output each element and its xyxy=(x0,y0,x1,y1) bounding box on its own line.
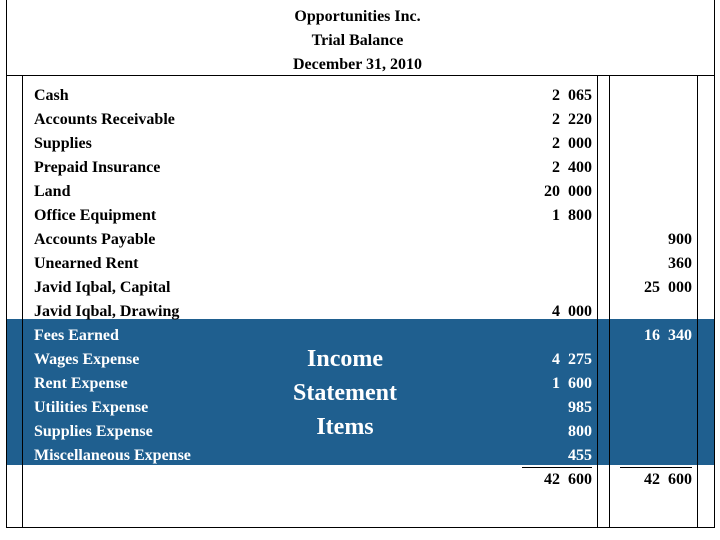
account-credit: 360 xyxy=(668,255,692,272)
account-name: Miscellaneous Expense xyxy=(34,447,191,464)
account-name: Supplies xyxy=(34,135,92,152)
account-debit: 4 000 xyxy=(552,303,592,320)
account-debit: 455 xyxy=(568,447,592,464)
account-name: Land xyxy=(34,183,71,200)
account-name: Accounts Receivable xyxy=(34,111,175,128)
account-name: Unearned Rent xyxy=(34,255,139,272)
account-credit: 900 xyxy=(668,231,692,248)
account-debit: 2 000 xyxy=(552,135,592,152)
account-debit: 800 xyxy=(568,423,592,440)
rule-credit-left xyxy=(609,76,610,528)
account-name: Utilities Expense xyxy=(34,399,149,416)
rule-bottom xyxy=(6,527,715,528)
account-debit: 985 xyxy=(568,399,592,416)
credit-total: 42 600 xyxy=(644,471,692,488)
account-name: Prepaid Insurance xyxy=(34,159,161,176)
account-debit: 1 800 xyxy=(552,207,592,224)
account-debit: 4 275 xyxy=(552,351,592,368)
rule-left-inner xyxy=(22,76,23,528)
account-name: Wages Expense xyxy=(34,351,140,368)
report-title: Trial Balance xyxy=(311,32,404,49)
account-name: Cash xyxy=(34,87,69,104)
account-name: Rent Expense xyxy=(34,375,128,392)
rule-left-outer xyxy=(6,76,7,528)
income-label-line-3: Items xyxy=(316,414,374,440)
account-credit: 25 000 xyxy=(644,279,692,296)
account-debit: 2 065 xyxy=(552,87,592,104)
account-debit: 2 400 xyxy=(552,159,592,176)
rule-right-outer xyxy=(714,0,715,528)
account-debit: 20 000 xyxy=(544,183,592,200)
report-date: December 31, 2010 xyxy=(293,56,422,73)
account-debit: 1 600 xyxy=(552,375,592,392)
rule-debit-right xyxy=(597,76,598,528)
account-name: Accounts Payable xyxy=(34,231,156,248)
debit-total: 42 600 xyxy=(544,471,592,488)
company-name: Opportunities Inc. xyxy=(294,8,421,25)
income-label-line-2: Statement xyxy=(293,380,397,406)
rule-credit-right xyxy=(697,76,698,528)
account-name: Javid Iqbal, Capital xyxy=(34,279,171,296)
account-credit: 16 340 xyxy=(644,327,692,344)
income-label-line-1: Income xyxy=(307,346,383,372)
account-name: Fees Earned xyxy=(34,327,119,344)
account-name: Javid Iqbal, Drawing xyxy=(34,303,180,320)
account-name: Supplies Expense xyxy=(34,423,153,440)
income-statement-label xyxy=(275,342,415,444)
account-debit: 2 220 xyxy=(552,111,592,128)
account-name: Office Equipment xyxy=(34,207,157,224)
